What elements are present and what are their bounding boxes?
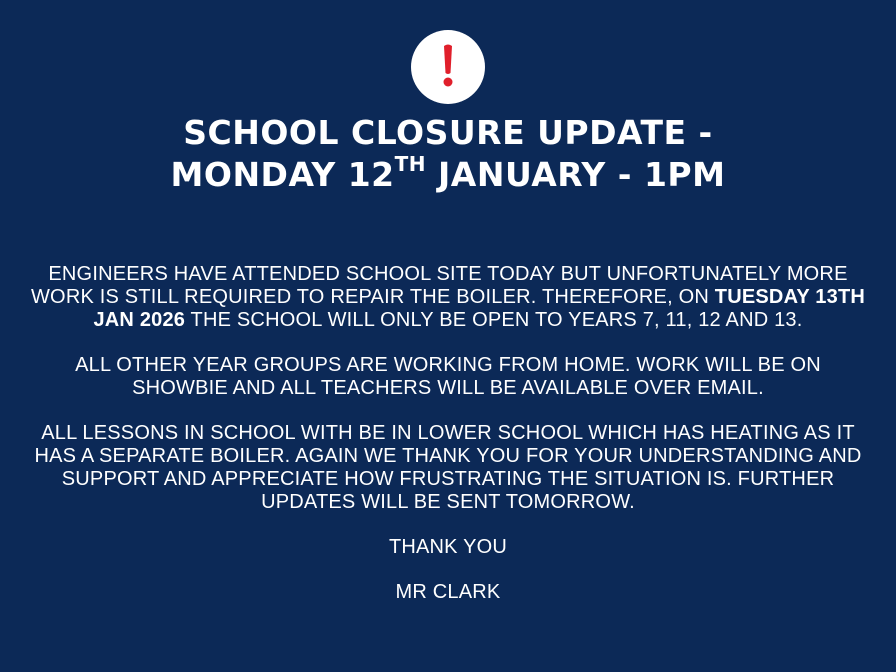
- paragraph-home-working: ALL OTHER YEAR GROUPS ARE WORKING FROM HOME. WORK WILL BE ON SHOWBIE AND ALL TEACHERS WILL BE AVAILABLE OVER EMAIL.: [75, 354, 821, 399]
- paragraph-lessons: ALL LESSONS IN SCHOOL WITH BE IN LOWER SCHOOL WHICH HAS HEATING AS IT HAS A SEPARATE BOILER. AGAIN WE THANK YOU FOR YOUR UNDERSTANDING AND SUPPORT AND APPRECIATE HOW FRUSTRATING THE SITUATION IS. FURTHER UPDATES WILL BE SENT TOMORROW.: [34, 422, 862, 513]
- paragraph-engineers: [30, 263, 866, 332]
- signature-text: MR CLARK: [395, 581, 501, 603]
- notice-body: [30, 263, 866, 626]
- paragraph-engineers-text-b: THE SCHOOL WILL ONLY BE OPEN TO YEARS 7, 11, 12 AND 13.: [185, 309, 803, 331]
- title-date-suffix: TH: [394, 152, 427, 176]
- alert-badge: [411, 30, 485, 104]
- paragraph-engineers-text-a: ENGINEERS HAVE ATTENDED SCHOOL SITE TODAY BUT UNFORTUNATELY MORE WORK IS STILL REQUIRED TO REPAIR THE BOILER. THEREFORE, ON: [30, 263, 848, 308]
- title-date-prefix: MONDAY 12: [170, 155, 395, 194]
- title-line-1: SCHOOL CLOSURE UPDATE -: [183, 113, 713, 152]
- title-line-2: [0, 154, 896, 196]
- paragraph-engineers-date: TUESDAY 13TH JAN 2026: [93, 286, 866, 331]
- title-date-rest: JANUARY - 1PM: [426, 155, 726, 194]
- page-title: [0, 112, 896, 196]
- exclamation-icon: [411, 30, 485, 104]
- thank-you-text: THANK YOU: [388, 536, 508, 558]
